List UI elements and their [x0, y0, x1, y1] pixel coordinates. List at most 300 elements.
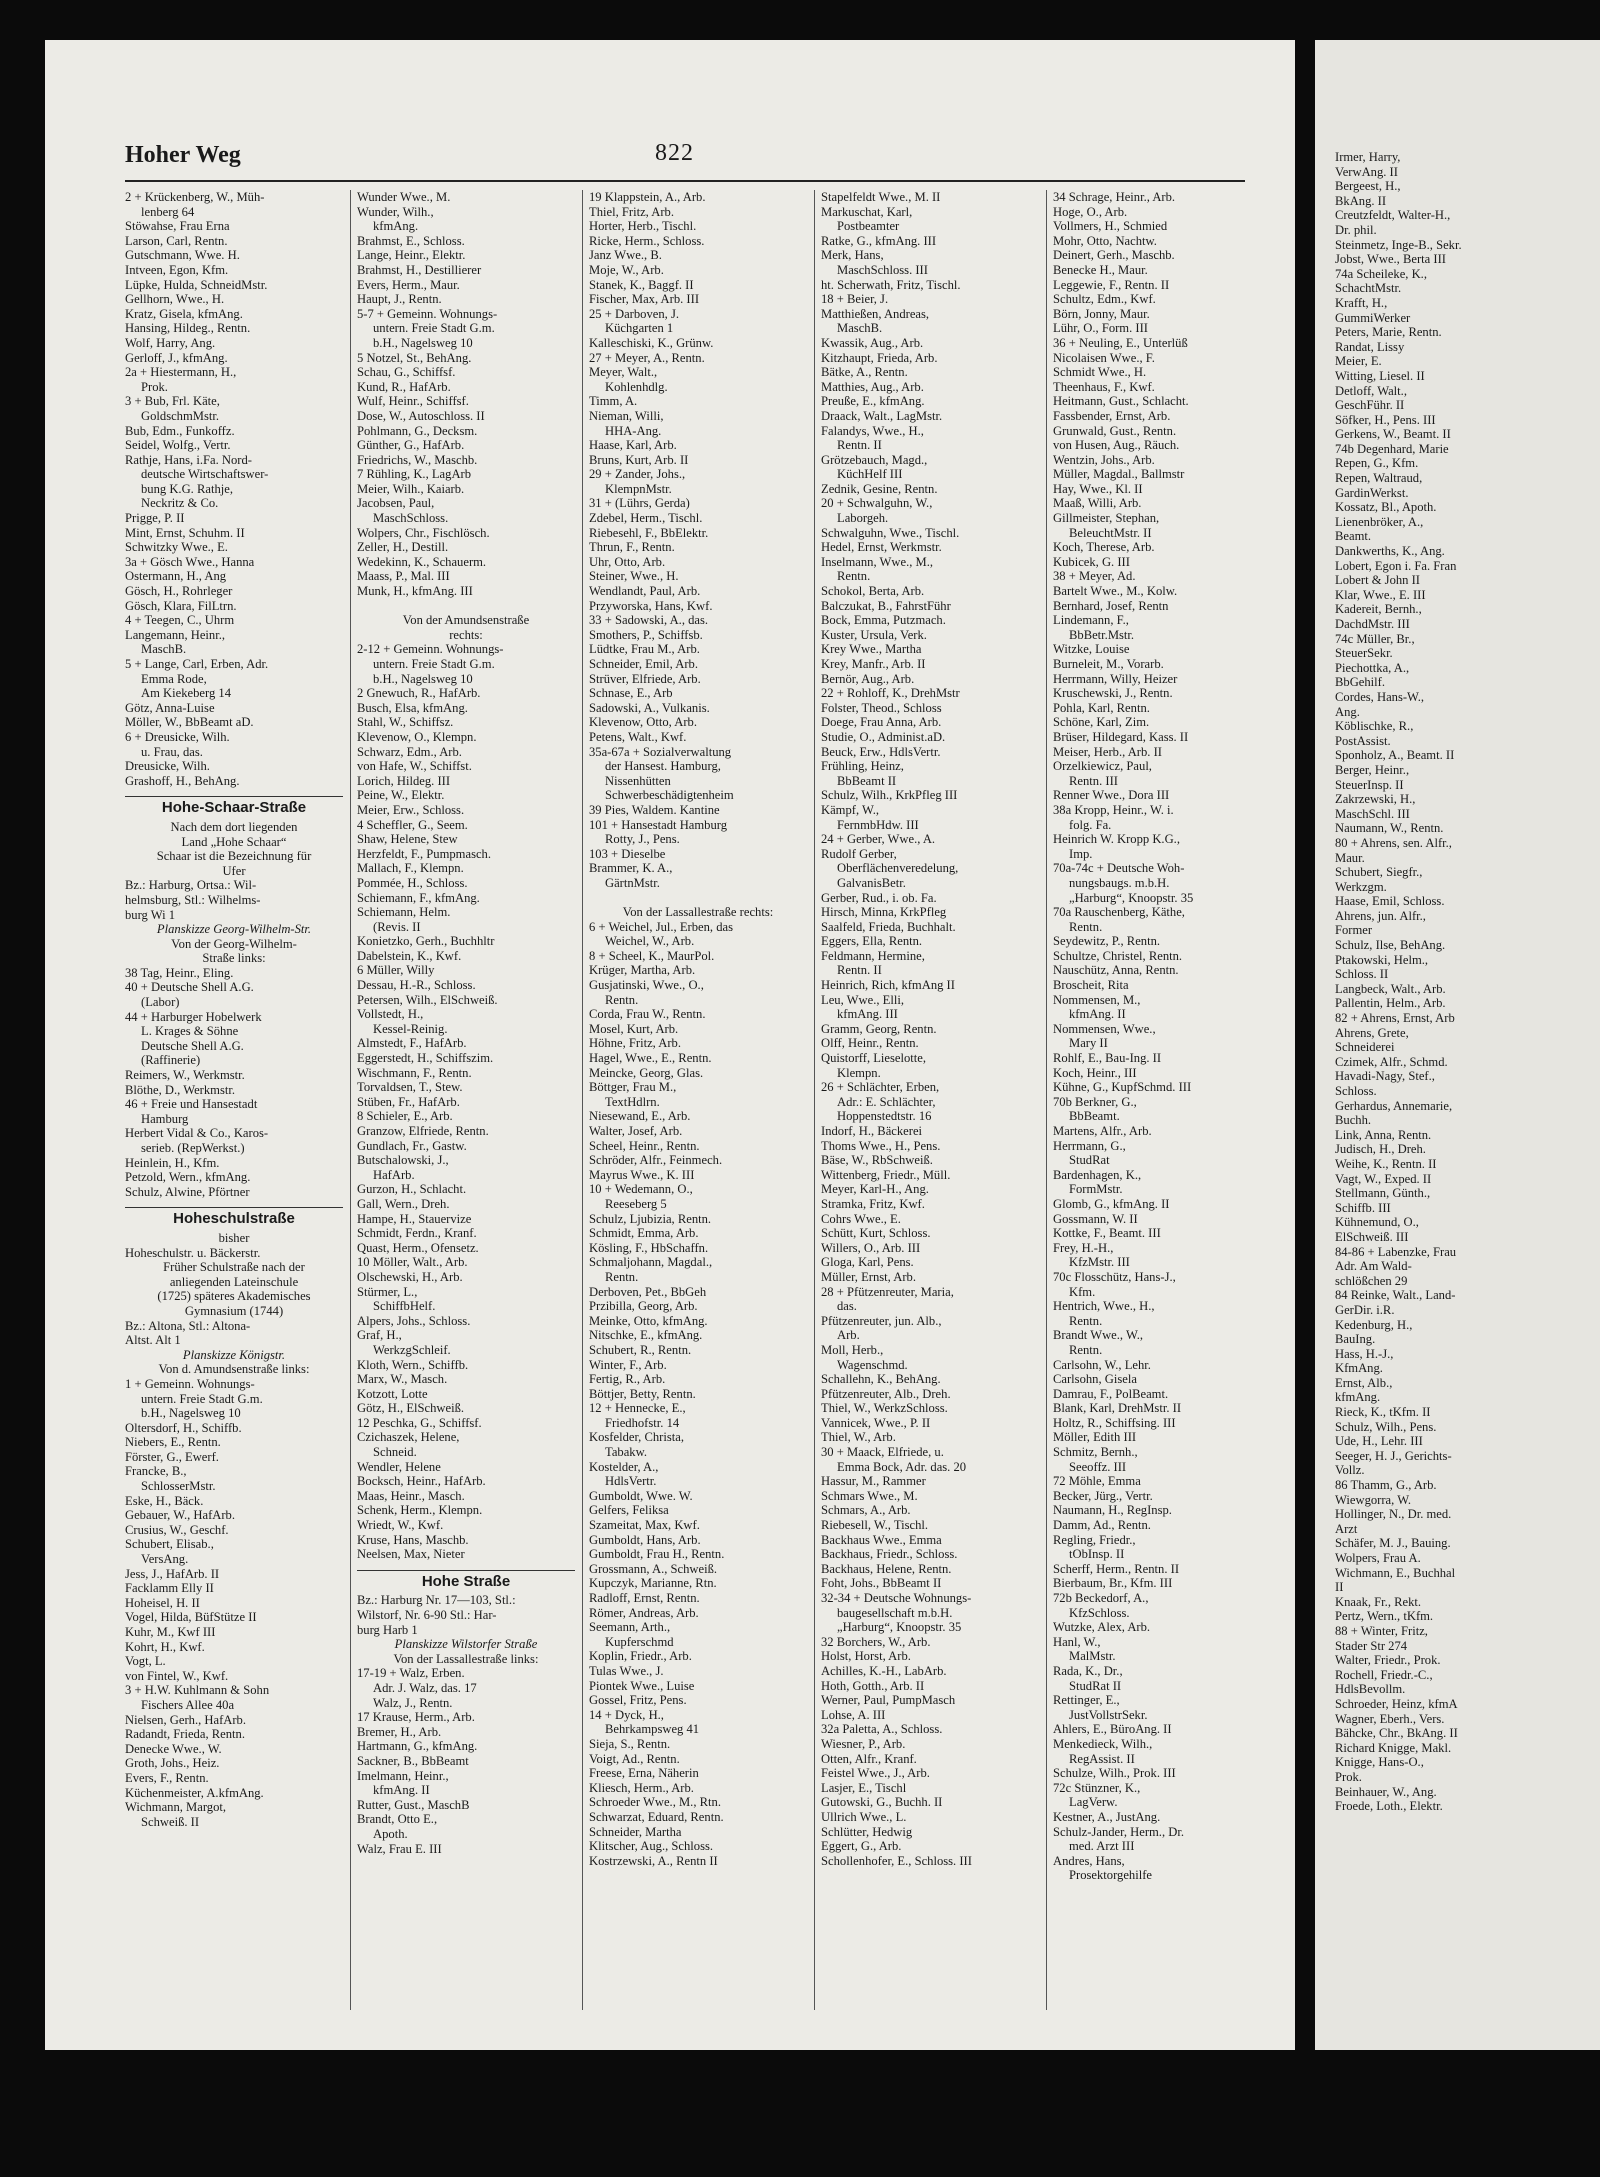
- directory-entry: Brüser, Hildegard, Kass. II: [1053, 729, 1189, 744]
- directory-entry: Schmitz, Bernh.,: [1053, 1445, 1138, 1460]
- directory-entry: Schroeder, Heinz, kfmA: [1335, 1696, 1458, 1711]
- directory-entry: Judisch, H., Dreh.: [1335, 1142, 1426, 1157]
- directory-entry: Eggers, Ella, Rentn.: [821, 934, 923, 949]
- directory-entry: Herzfeldt, F., Pumpmasch.: [357, 846, 491, 861]
- directory-entry: Möller, W., BbBeamt aD.: [125, 715, 254, 730]
- directory-entry: Piontek Wwe., Luise: [589, 1678, 695, 1693]
- directory-entry: Förster, G., Ewerf.: [125, 1449, 219, 1464]
- entry-continuation: SteuerInsp. II: [1335, 777, 1404, 792]
- entry-continuation: Schloss. II: [1335, 967, 1389, 982]
- section-note: Von der Lassallestraße rechts:: [622, 905, 774, 920]
- directory-entry: Otten, Alfr., Kranf.: [821, 1751, 917, 1766]
- directory-entry: 84 Reinke, Walt., Land-: [1335, 1288, 1456, 1303]
- directory-column-4: [821, 190, 1039, 2010]
- directory-entry: Kruse, Hans, Maschb.: [357, 1532, 469, 1547]
- directory-entry: Rohlf, E., Bau-Ing. II: [1053, 1051, 1162, 1066]
- entry-continuation: Vollz.: [1335, 1463, 1365, 1478]
- directory-entry: Kliesch, Herm., Arb.: [589, 1780, 694, 1795]
- directory-entry: Kruschewski, J., Rentn.: [1053, 686, 1173, 701]
- section-note: Straße links:: [202, 951, 266, 966]
- directory-entry: Lindemann, F.,: [1053, 613, 1129, 628]
- entry-continuation: LagVerw.: [1069, 1795, 1118, 1810]
- directory-entry: Schulz, Wilh., KrkPfleg III: [821, 788, 958, 803]
- entry-continuation: der Hansest. Hamburg,: [605, 759, 721, 774]
- plan-sketch-note: Planskizze Königstr.: [182, 1347, 286, 1362]
- directory-entry: Meiser, Herb., Arb. II: [1053, 744, 1162, 759]
- entry-continuation: WerkzgSchleif.: [373, 1342, 451, 1357]
- entry-continuation: „Harburg“, Knoopstr. 35: [1069, 890, 1194, 905]
- directory-column-2: [357, 190, 575, 2010]
- directory-entry: Schenk, Herm., Klempn.: [357, 1503, 483, 1518]
- directory-entry: Hedel, Ernst, Werkmstr.: [821, 540, 942, 555]
- directory-entry: Stahl, W., Schiffsz.: [357, 715, 454, 730]
- directory-entry: Bocksch, Heinr., HafArb.: [357, 1474, 486, 1489]
- directory-entry: Voigt, Ad., Rentn.: [589, 1751, 680, 1766]
- entry-continuation: GeschFühr. II: [1335, 398, 1405, 413]
- entry-continuation: Rentn. II: [837, 963, 882, 978]
- directory-column-1: [125, 190, 343, 2010]
- directory-entry: Wulf, Heinr., Schiffsf.: [357, 394, 469, 409]
- directory-entry: 70b Berkner, G.,: [1053, 1094, 1137, 1109]
- directory-entry: Wittenberg, Friedr., Müll.: [821, 1167, 951, 1182]
- directory-entry: Wolf, Harry, Ang.: [125, 335, 216, 350]
- entry-continuation: untern. Freie Stadt G.m.: [373, 321, 495, 336]
- directory-entry: Zeller, H., Destill.: [357, 540, 449, 555]
- directory-entry: Gutschmann, Wwe. H.: [125, 248, 240, 263]
- directory-entry: Ahrens, jun. Alfr.,: [1335, 908, 1426, 923]
- directory-entry: Larson, Carl, Rentn.: [125, 233, 228, 248]
- directory-entry: Piechottka, A.,: [1335, 660, 1410, 675]
- directory-entry: Detloff, Walt.,: [1335, 383, 1407, 398]
- entry-continuation: Adr. J. Walz, das. 17: [373, 1680, 477, 1695]
- directory-entry: Schollenhofer, E., Schloss. III: [821, 1853, 972, 1868]
- directory-entry: Imelmann, Heinr.,: [357, 1768, 449, 1783]
- directory-entry: 4 Scheffler, G., Seem.: [357, 817, 468, 832]
- entry-continuation: Rentn.: [605, 992, 639, 1007]
- directory-entry: Meier, E.: [1335, 354, 1382, 369]
- entry-continuation: Kessel-Reinig.: [373, 1021, 448, 1036]
- directory-entry: Zednik, Gesine, Rentn.: [821, 481, 938, 496]
- directory-entry: Hentrich, Wwe., H.,: [1053, 1299, 1155, 1314]
- directory-entry: Blank, Karl, DrehMstr. II: [1053, 1401, 1182, 1416]
- directory-entry: Olff, Heinr., Rentn.: [821, 1036, 919, 1051]
- entry-continuation: Buchh.: [1335, 1113, 1372, 1128]
- directory-entry: Werner, Paul, PumpMasch: [821, 1693, 956, 1708]
- entry-continuation: das.: [837, 1299, 857, 1314]
- directory-entry: Küchenmeister, A.kfmAng.: [125, 1785, 264, 1800]
- directory-entry: Schütt, Kurt, Schloss.: [821, 1226, 931, 1241]
- directory-entry: 30 + Maack, Elfriede, u.: [821, 1445, 944, 1460]
- directory-entry: Gumboldt, Frau H., Rentn.: [589, 1547, 725, 1562]
- directory-entry: Rochell, Friedr.-C.,: [1335, 1667, 1433, 1682]
- entry-continuation: VersAng.: [141, 1552, 189, 1567]
- directory-entry: Kubicek, G. III: [1053, 554, 1130, 569]
- section-note: anliegenden Lateinschule: [169, 1274, 299, 1289]
- directory-entry: Ernst, Alb.,: [1335, 1375, 1393, 1390]
- directory-entry: Nommensen, M.,: [1053, 992, 1141, 1007]
- directory-entry: Backhaus Wwe., Emma: [821, 1532, 942, 1547]
- directory-entry: Deinert, Gerh., Maschb.: [1053, 248, 1175, 263]
- entry-continuation: Rentn.: [605, 1269, 639, 1284]
- directory-entry: Bub, Edm., Funkoffz.: [125, 423, 235, 438]
- directory-entry: 5 + Lange, Carl, Erben, Adr.: [125, 657, 269, 671]
- directory-entry: Balczukat, B., FahrstFühr: [821, 598, 951, 613]
- entry-continuation: DachdMstr. III: [1335, 617, 1410, 631]
- directory-entry: Schiemann, Helm.: [357, 905, 451, 920]
- entry-continuation: Mary II: [1069, 1036, 1108, 1051]
- entry-continuation: Stader Str 274: [1335, 1638, 1408, 1653]
- directory-entry: Freese, Erna, Näherin: [589, 1766, 699, 1781]
- entry-continuation: BkAng. II: [1335, 193, 1387, 208]
- entry-continuation: untern. Freie Stadt G.m.: [141, 1391, 263, 1406]
- directory-entry: 38 + Meyer, Ad.: [1053, 569, 1136, 584]
- directory-entry: 2 + Krückenberg, W., Müh-: [125, 190, 265, 204]
- directory-entry: 33 + Sadowski, A., das.: [589, 613, 709, 628]
- entry-continuation: ElSchweiß. III: [1335, 1229, 1409, 1244]
- directory-entry: Lüdtke, Frau M., Arb.: [589, 642, 700, 657]
- directory-entry: Wolpers, Frau A.: [1335, 1551, 1421, 1565]
- page-header: [125, 140, 1245, 182]
- entry-continuation: kfmAng.: [373, 219, 419, 234]
- directory-entry: Grashoff, H., BehAng.: [125, 773, 240, 788]
- directory-entry: Ahrens, Grete,: [1335, 1025, 1409, 1040]
- directory-entry: Kitzhaupt, Frieda, Arb.: [821, 350, 938, 365]
- entry-continuation: Former: [1335, 923, 1373, 938]
- entry-continuation: Kohlenhdlg.: [605, 379, 668, 394]
- entry-continuation: VerwAng. II: [1335, 164, 1398, 179]
- directory-entry: Feldmann, Hermine,: [821, 948, 925, 963]
- entry-continuation: b.H., Nagelsweg 10: [373, 671, 473, 686]
- entry-continuation: HdlsBevollm.: [1335, 1682, 1406, 1697]
- directory-entry: Weihe, K., Rentn. II: [1335, 1156, 1437, 1171]
- directory-entry: 26 + Schlächter, Erben,: [821, 1080, 940, 1095]
- directory-entry: Bz.: Altona, Stl.: Altona-: [125, 1318, 251, 1333]
- directory-entry: 44 + Harburger Hobelwerk: [125, 1009, 262, 1024]
- directory-entry: Hass, H.-J.,: [1335, 1346, 1394, 1361]
- entry-continuation: nungsbaugs. m.b.H.: [1069, 875, 1170, 890]
- directory-entry: Hagel, Wwe., E., Rentn.: [589, 1051, 712, 1066]
- entry-continuation: Maur.: [1335, 850, 1365, 865]
- directory-entry: Sackner, B., BbBeamt: [357, 1753, 469, 1768]
- section-note: Von d. Amundsenstraße links:: [158, 1362, 310, 1377]
- directory-entry: Kadereit, Bernh.,: [1335, 602, 1422, 617]
- directory-entry: Zakrzewski, H.,: [1335, 792, 1416, 807]
- directory-entry: Schmidt, Ferdn., Kranf.: [357, 1226, 477, 1241]
- directory-entry: 7 Rühling, K., LagArb: [357, 467, 472, 482]
- entry-continuation: kfmAng. II: [373, 1783, 430, 1798]
- directory-entry: Evers, F., Rentn.: [125, 1770, 209, 1785]
- directory-column-5: [1053, 190, 1275, 2010]
- directory-entry: Zdebel, Herm., Tischl.: [589, 511, 703, 526]
- directory-entry: 88 + Winter, Fritz,: [1335, 1623, 1428, 1638]
- directory-entry: 20 + Schwalguhn, W.,: [821, 496, 933, 511]
- directory-entry: Eske, H., Bäck.: [125, 1493, 204, 1508]
- directory-entry: Gossmann, W. II: [1053, 1211, 1138, 1226]
- directory-entry: 101 + Hansestadt Hamburg: [589, 817, 728, 832]
- directory-entry: 27 + Meyer, A., Rentn.: [589, 350, 705, 365]
- directory-entry: Hoge, O., Arb.: [1053, 204, 1128, 219]
- directory-entry: Vagt, W., Exped. II: [1335, 1171, 1432, 1186]
- directory-entry: Schmaljohann, Magdal.,: [589, 1255, 713, 1270]
- entry-continuation: Ang.: [1335, 704, 1360, 719]
- entry-continuation: BbBeamt II: [837, 773, 897, 788]
- directory-entry: Müller, Ernst, Arb.: [821, 1269, 916, 1284]
- directory-entry: Nielsen, Gerh., HafArb.: [125, 1712, 246, 1727]
- directory-entry: Gelfers, Feliksa: [589, 1503, 669, 1518]
- directory-entry: 18 + Beier, J.: [821, 292, 889, 307]
- entry-continuation: MaschSchloss. III: [837, 262, 928, 277]
- column-rule: [1046, 190, 1047, 2010]
- directory-entry: Böttger, Frau M.,: [589, 1080, 677, 1095]
- entry-continuation: (Raffinerie): [141, 1053, 201, 1068]
- directory-entry: 12 Peschka, G., Schiffsf.: [357, 1415, 482, 1430]
- directory-entry: Dankwerths, K., Ang.: [1335, 544, 1445, 559]
- directory-entry: Stapelfeldt Wwe., M. II: [821, 190, 941, 204]
- entry-continuation: Weichel, W., Arb.: [605, 934, 695, 949]
- directory-entry: Moll, Herb.,: [821, 1342, 884, 1357]
- directory-entry: Menkedieck, Wilh.,: [1053, 1736, 1153, 1751]
- directory-entry: Heinrich, Rich, kfmAng II: [821, 978, 955, 993]
- directory-entry: Kupczyk, Marianne, Rtn.: [589, 1576, 717, 1591]
- directory-entry: Pertz, Wern., tKfm.: [1335, 1609, 1434, 1624]
- directory-entry: Wolpers, Chr., Fischlösch.: [357, 525, 490, 540]
- directory-entry: Andres, Hans,: [1053, 1853, 1125, 1868]
- directory-entry: 14 + Dyck, H.,: [589, 1707, 664, 1722]
- directory-entry: Grunwald, Gust., Rentn.: [1053, 423, 1177, 438]
- directory-entry: Kuhr, M., Kwf III: [125, 1625, 216, 1639]
- entry-continuation: Dr. phil.: [1335, 222, 1377, 237]
- directory-entry: 22 + Rohloff, K., DrehMstr: [821, 686, 960, 701]
- entry-continuation: med. Arzt III: [1069, 1839, 1135, 1854]
- directory-entry: Schwalguhn, Wwe., Tischl.: [821, 525, 960, 540]
- directory-entry: Günther, G., HafArb.: [357, 438, 465, 453]
- directory-entry: Mohr, Otto, Nachtw.: [1053, 233, 1157, 248]
- directory-entry: Jobst, Wwe., Berta III: [1335, 252, 1446, 267]
- entry-continuation: GalvanisBetr.: [837, 875, 906, 890]
- directory-entry: Gebauer, W., HafArb.: [125, 1508, 236, 1523]
- directory-entry: Hirsch, Minna, KrkPfleg: [821, 905, 947, 920]
- directory-entry: Lasjer, E., Tischl: [821, 1780, 907, 1795]
- directory-entry: Beinhauer, W., Ang.: [1335, 1784, 1437, 1799]
- directory-entry: Meincke, Georg, Glas.: [589, 1065, 704, 1080]
- directory-entry: Horter, Herb., Tischl.: [589, 219, 697, 234]
- directory-entry: Rada, K., Dr.,: [1053, 1663, 1123, 1678]
- directory-entry: Almstedt, F., HafArb.: [357, 1036, 467, 1051]
- directory-entry: Krey, Manfr., Arb. II: [821, 657, 926, 671]
- section-note: Von der Georg-Wilhelm-: [171, 936, 297, 951]
- directory-entry: Niesewand, E., Arb.: [589, 1109, 691, 1124]
- directory-entry: Ahlers, E., BüroAng. II: [1053, 1722, 1172, 1737]
- entry-continuation: Imp.: [1069, 846, 1093, 861]
- directory-entry: Repen, Waltraud,: [1335, 471, 1423, 486]
- directory-entry: Schwarzat, Eduard, Rentn.: [589, 1809, 724, 1824]
- directory-entry: 24 + Gerber, Wwe., A.: [821, 832, 936, 847]
- directory-entry: Kossatz, Bl., Apoth.: [1335, 500, 1437, 515]
- directory-entry: Benecke H., Maur.: [1053, 262, 1148, 277]
- entry-continuation: Adr. Am Wald-: [1335, 1259, 1412, 1274]
- directory-entry: Gusjatinski, Wwe., O.,: [589, 978, 704, 993]
- entry-continuation: Schwerbeschädigtenheim: [605, 788, 734, 803]
- entry-continuation: kfmAng. III: [837, 1007, 898, 1022]
- entry-continuation: Oberflächenveredelung,: [837, 861, 959, 876]
- entry-continuation: Küchgarten 1: [605, 321, 674, 336]
- directory-entry: Indorf, H., Bäckerei: [821, 1124, 923, 1138]
- directory-entry: 40 + Deutsche Shell A.G.: [125, 980, 254, 995]
- directory-entry: Lange, Heinr., Elektr.: [357, 248, 466, 263]
- directory-entry: Marx, W., Masch.: [357, 1372, 448, 1387]
- directory-entry: Kestner, A., JustAng.: [1053, 1809, 1161, 1824]
- section-note: Nach dem dort liegenden: [170, 819, 298, 834]
- entry-continuation: SteuerSekr.: [1335, 646, 1393, 661]
- directory-entry: Kotzott, Lotte: [357, 1386, 428, 1401]
- directory-entry: Herbert Vidal & Co., Karos-: [125, 1126, 269, 1141]
- entry-continuation: BbGehilf.: [1335, 675, 1386, 690]
- directory-entry: Kund, R., HafArb.: [357, 379, 451, 394]
- directory-entry: 32-34 + Deutsche Wohnungs-: [821, 1591, 972, 1605]
- entry-continuation: Hamburg: [141, 1111, 189, 1126]
- directory-entry: 86 Thamm, G., Arb.: [1335, 1478, 1437, 1493]
- directory-entry: Rieck, K., tKfm. II: [1335, 1405, 1431, 1420]
- directory-entry: 32 Borchers, W., Arb.: [821, 1634, 931, 1649]
- entry-continuation: SchlosserMstr.: [141, 1479, 216, 1494]
- directory-entry: Backhaus, Helene, Rentn.: [821, 1561, 952, 1576]
- directory-entry: 70a-74c + Deutsche Woh-: [1053, 861, 1185, 876]
- directory-entry: Thoms Wwe., H., Pens.: [821, 1138, 941, 1153]
- entry-continuation: deutsche Wirtschaftswer-: [141, 467, 269, 482]
- directory-entry: Rathje, Hans, i.Fa. Nord-: [125, 452, 252, 467]
- entry-continuation: Emma Bock, Adr. das. 20: [837, 1459, 967, 1474]
- directory-entry: Gerkens, W., Beamt. II: [1335, 427, 1451, 442]
- directory-entry: Mosel, Kurt, Arb.: [589, 1021, 679, 1036]
- directory-entry: 72 Möhle, Emma: [1053, 1474, 1141, 1489]
- directory-entry: Hartmann, G., kfmAng.: [357, 1739, 478, 1754]
- directory-entry: Bz.: Harburg Nr. 17—103, Stl.:: [357, 1593, 516, 1608]
- entry-continuation: KüchHelf III: [837, 467, 903, 482]
- section-note: Land „Hohe Schaar“: [181, 834, 287, 849]
- entry-continuation: Wagenschmd.: [837, 1357, 908, 1372]
- directory-entry: Folster, Theod., Schloss: [821, 700, 942, 715]
- directory-entry: Petzold, Wern., kfmAng.: [125, 1170, 251, 1185]
- directory-entry: 35a-67a + Sozialverwaltung: [589, 744, 732, 759]
- section-note: Von der Amundsenstraße: [402, 613, 530, 628]
- directory-entry: 32a Paletta, A., Schloss.: [821, 1722, 943, 1737]
- directory-entry: Kloth, Wern., Schiffb.: [357, 1357, 469, 1372]
- directory-entry: Knigge, Hans-O.,: [1335, 1755, 1424, 1770]
- entry-continuation: JustVollstrSekr.: [1069, 1707, 1148, 1722]
- directory-entry: Bardenhagen, K.,: [1053, 1167, 1142, 1182]
- directory-entry: Knaak, Fr., Rekt.: [1335, 1594, 1422, 1609]
- directory-entry: 3 + H.W. Kuhlmann & Sohn: [125, 1683, 270, 1698]
- directory-entry: Wichmann, Margot,: [125, 1800, 227, 1815]
- directory-entry: Reimers, W., Werkmstr.: [125, 1068, 245, 1083]
- directory-entry: Kratz, Gisela, kfmAng.: [125, 306, 243, 321]
- directory-entry: burg Wi 1: [125, 907, 176, 922]
- directory-entry: Merk, Hans,: [821, 248, 884, 263]
- directory-entry: Friedrichs, W., Maschb.: [357, 452, 478, 467]
- directory-entry: Gloga, Karl, Pens.: [821, 1255, 914, 1270]
- directory-entry: Prigge, P. II: [125, 511, 185, 526]
- directory-entry: Dabelstein, K., Kwf.: [357, 948, 462, 963]
- directory-entry: Damm, Ad., Rentn.: [1053, 1518, 1151, 1533]
- directory-entry: Herrmann, G.,: [1053, 1138, 1126, 1153]
- directory-entry: Pommée, H., Schloss.: [357, 875, 468, 890]
- directory-entry: Gerhardus, Annemarie,: [1335, 1098, 1453, 1113]
- directory-entry: Bergeest, H.,: [1335, 179, 1401, 194]
- directory-entry: Walter, Friedr., Prok.: [1335, 1653, 1441, 1668]
- directory-entry: Kuster, Ursula, Verk.: [821, 627, 927, 642]
- street-heading: Hohe-Schaar-Straße: [125, 796, 343, 816]
- directory-entry: Gösch, H., Rohrleger: [125, 584, 233, 599]
- directory-entry: Eggert, G., Arb.: [821, 1839, 902, 1854]
- directory-entry: Lohse, A. III: [821, 1707, 886, 1722]
- directory-entry: 80 + Ahrens, sen. Alfr.,: [1335, 835, 1452, 850]
- directory-entry: Nitschke, E., kfmAng.: [589, 1328, 703, 1343]
- directory-entry: Haase, Karl, Arb.: [589, 438, 677, 453]
- directory-entry: Riebesell, W., Tischl.: [821, 1518, 929, 1533]
- directory-entry: Corda, Frau W., Rentn.: [589, 1007, 706, 1022]
- directory-entry: Heinlein, H., Kfm.: [125, 1155, 220, 1170]
- directory-entry: Granzow, Elfriede, Rentn.: [357, 1124, 489, 1138]
- directory-entry: Ratke, G., kfmAng. III: [821, 233, 937, 248]
- directory-entry: Jess, J., HafArb. II: [125, 1566, 220, 1581]
- directory-entry: Dessau, H.-R., Schloss.: [357, 978, 476, 993]
- directory-entry: Stöwahse, Frau Erna: [125, 219, 230, 234]
- directory-entry: 70a Rauschenberg, Käthe,: [1053, 905, 1185, 920]
- directory-entry: Haupt, J., Rentn.: [357, 292, 442, 307]
- directory-entry: Burneleit, M., Vorarb.: [1053, 657, 1164, 671]
- directory-entry: 25 + Darboven, J.: [589, 306, 679, 321]
- directory-entry: Glomb, G., kfmAng. II: [1053, 1196, 1170, 1211]
- page-number: 822: [655, 140, 694, 166]
- entry-continuation: folg. Fa.: [1069, 817, 1112, 832]
- section-note: Gymnasium (1744): [184, 1303, 284, 1318]
- entry-continuation: BbBetr.Mstr.: [1069, 627, 1135, 642]
- entry-continuation: Tabakw.: [605, 1445, 648, 1460]
- directory-entry: Steiner, Wwe., H.: [589, 569, 679, 584]
- directory-entry: Ptakowski, Helm.,: [1335, 952, 1429, 967]
- directory-entry: Nicolaisen Wwe., F.: [1053, 350, 1155, 365]
- directory-entry: Meinke, Otto, kfmAng.: [589, 1313, 708, 1328]
- spacer: [589, 891, 807, 906]
- entry-continuation: TextHdlrn.: [605, 1094, 660, 1109]
- entry-continuation: FernmbHdw. III: [837, 817, 919, 832]
- directory-entry: Stanek, K., Baggf. II: [589, 277, 694, 292]
- directory-entry: Schroeder Wwe., M., Rtn.: [589, 1795, 721, 1810]
- directory-entry: Schokol, Berta, Arb.: [821, 584, 925, 599]
- directory-entry: Witzke, Louise: [1053, 642, 1130, 657]
- entry-continuation: Adr.: E. Schlächter,: [837, 1094, 936, 1109]
- directory-entry: Schöne, Karl, Zim.: [1053, 715, 1150, 730]
- directory-entry: Bz.: Harburg, Ortsa.: Wil-: [125, 878, 257, 893]
- entry-continuation: Fischers Allee 40a: [141, 1697, 235, 1712]
- directory-entry: Draack, Walt., LagMstr.: [821, 408, 943, 423]
- entry-continuation: Postbeamter: [837, 219, 900, 234]
- entry-continuation: MaschSchloss.: [373, 511, 449, 526]
- directory-entry: Brahmst, H., Destillierer: [357, 262, 482, 277]
- directory-entry: 8 Schieler, E., Arb.: [357, 1109, 453, 1124]
- directory-entry: 3a + Gösch Wwe., Hanna: [125, 554, 255, 569]
- directory-entry: Havadi-Nagy, Stef.,: [1335, 1069, 1435, 1084]
- directory-entry: Stüben, Fr., HafArb.: [357, 1094, 460, 1109]
- directory-entry: Frühling, Heinz,: [821, 759, 904, 774]
- directory-entry: Radloff, Ernst, Rentn.: [589, 1591, 700, 1605]
- directory-entry: Bartelt Wwe., M., Kolw.: [1053, 584, 1178, 599]
- directory-entry: Bernör, Aug., Arb.: [821, 671, 915, 686]
- directory-entry: Bäse, W., RbSchweiß.: [821, 1153, 933, 1168]
- entry-continuation: Arb.: [837, 1328, 860, 1343]
- directory-entry: Hansing, Hildeg., Rentn.: [125, 321, 251, 336]
- directory-entry: Wiesner, P., Arb.: [821, 1736, 906, 1751]
